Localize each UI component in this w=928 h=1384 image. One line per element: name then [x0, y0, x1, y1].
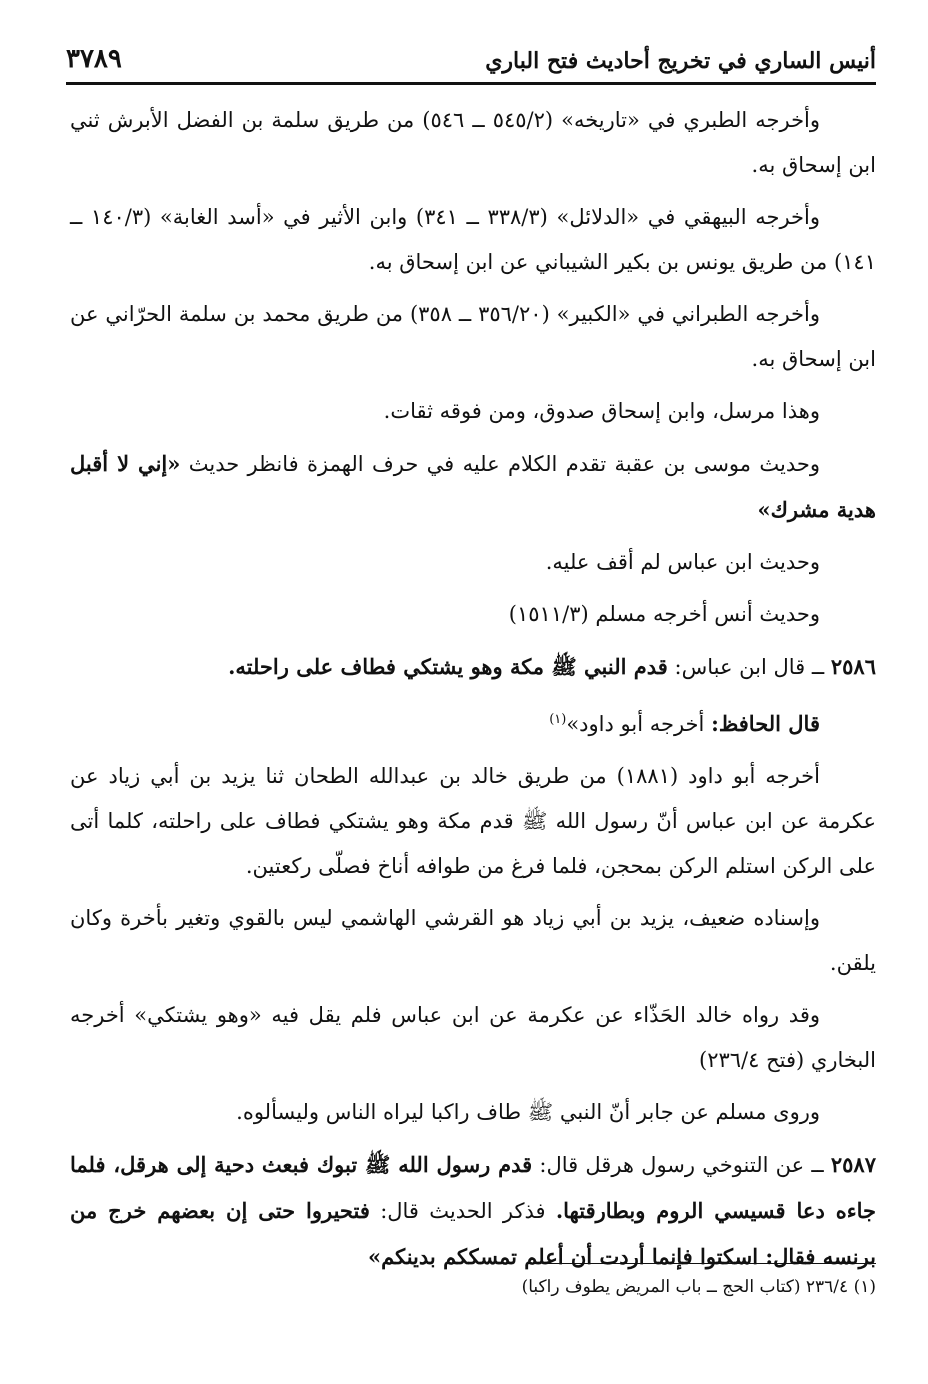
footnote-mark: (١)	[853, 1277, 876, 1297]
header-rule	[66, 82, 876, 85]
paragraph	[70, 441, 876, 533]
hadith-number: ٢٥٨٦	[830, 654, 876, 679]
hadith-2586	[70, 644, 876, 690]
paragraph: وروى مسلم عن جابر أنّ النبي ﷺ طاف راكبا ليراه الناس وليسألوه.	[236, 1100, 820, 1124]
hadith-quote: «إني لا أقبل هدية مشرك»	[70, 451, 876, 522]
hafiz-statement	[70, 697, 876, 747]
hadith-text-cont: فتحيروا حتى إن بعضهم خرج من برنسه فقال: اسكتوا فإنما أردت أن أعلم تمسككم بدينكم»	[70, 1198, 876, 1269]
hadith-number: ٢٥٨٧	[830, 1152, 876, 1177]
paragraph: وحديث أنس أخرجه مسلم (١٥١١/٣)	[508, 602, 820, 626]
footnote-text: (كتاب الحج ــ باب المريض يطوف راكبا)	[521, 1277, 801, 1297]
paragraph-text: وحديث موسى بن عقبة تقدم الكلام عليه في حرف الهمزة فانظر حديث	[188, 452, 820, 476]
book-title: أنيس الساري في تخريج أحاديث فتح الباري	[485, 48, 876, 74]
footnote	[70, 1270, 876, 1304]
paragraph: وأخرجه الطبري في «تاريخه» (٥٤٥/٢ ــ ٥٤٦) من طريق سلمة بن الفضل الأبرش ثني ابن إسحاق به.	[70, 108, 876, 177]
running-header	[66, 34, 876, 74]
hafiz-label: قال الحافظ:	[711, 711, 820, 736]
paragraph: وإسناده ضعيف، يزيد بن أبي زياد هو القرشي الهاشمي ليس بالقوي وتغير بأخرة وكان يلقن.	[70, 906, 876, 975]
hadith-mid: فذكر الحديث قال:	[380, 1199, 546, 1223]
paragraph: وحديث ابن عباس لم أقف عليه.	[545, 550, 820, 574]
page-number: ٣٧٨٩	[66, 44, 122, 74]
hadith-intro: ــ قال ابن عباس:	[674, 655, 825, 679]
paragraph: وهذا مرسل، وابن إسحاق صدوق، ومن فوقه ثقات.	[383, 399, 820, 423]
hadith-text: قدم النبي ﷺ مكة وهو يشتكي فطاف على راحلته.	[228, 654, 668, 679]
footnote-marker: (١)	[549, 712, 567, 727]
hadith-text: قدم رسول الله ﷺ تبوك فبعث دحية إلى هرقل، فلما جاءه دعا قسيسي الروم وبطارقتها.	[70, 1152, 877, 1223]
hadith-intro: ــ عن التنوخي رسول هرقل قال:	[539, 1153, 824, 1177]
paragraph: وأخرجه البيهقي في «الدلائل» (٣٣٨/٣ ــ ٣٤١) وابن الأثير في «أسد الغابة» (١٤٠/٣ ــ ١٤١) من طريق يونس بن بكير الشيباني عن ابن إسحاق به.	[70, 205, 876, 274]
paragraph: أخرجه أبو داود (١٨٨١) من طريق خالد بن عبدالله الطحان ثنا يزيد بن أبي زياد عن عكرمة عن ابن عباس أنّ رسول الله ﷺ قدم مكة وهو يشتكي فطاف على راحلته، كلما أتى على الركن استلم الركن بمحجن، فلما فرغ من طوافه أناخ فصلّى ركعتين.	[70, 764, 876, 878]
main-text	[70, 98, 876, 1287]
paragraph: وقد رواه خالد الحَذّاء عن عكرمة عن ابن عباس فلم يقل فيه «وهو يشتكي» أخرجه البخاري (فتح ٢٣٦/٤)	[70, 1003, 876, 1072]
footnote-ref: ٢٣٦/٤	[805, 1277, 849, 1297]
hadith-2587	[70, 1142, 876, 1280]
paragraph: وأخرجه الطبراني في «الكبير» (٣٥٦/٢٠ ــ ٣٥٨) من طريق محمد بن سلمة الحرّاني عن ابن إسحاق به.	[70, 302, 876, 371]
footnote-rule	[546, 1263, 876, 1264]
hafiz-text: أخرجه أبو داود»	[566, 712, 705, 736]
